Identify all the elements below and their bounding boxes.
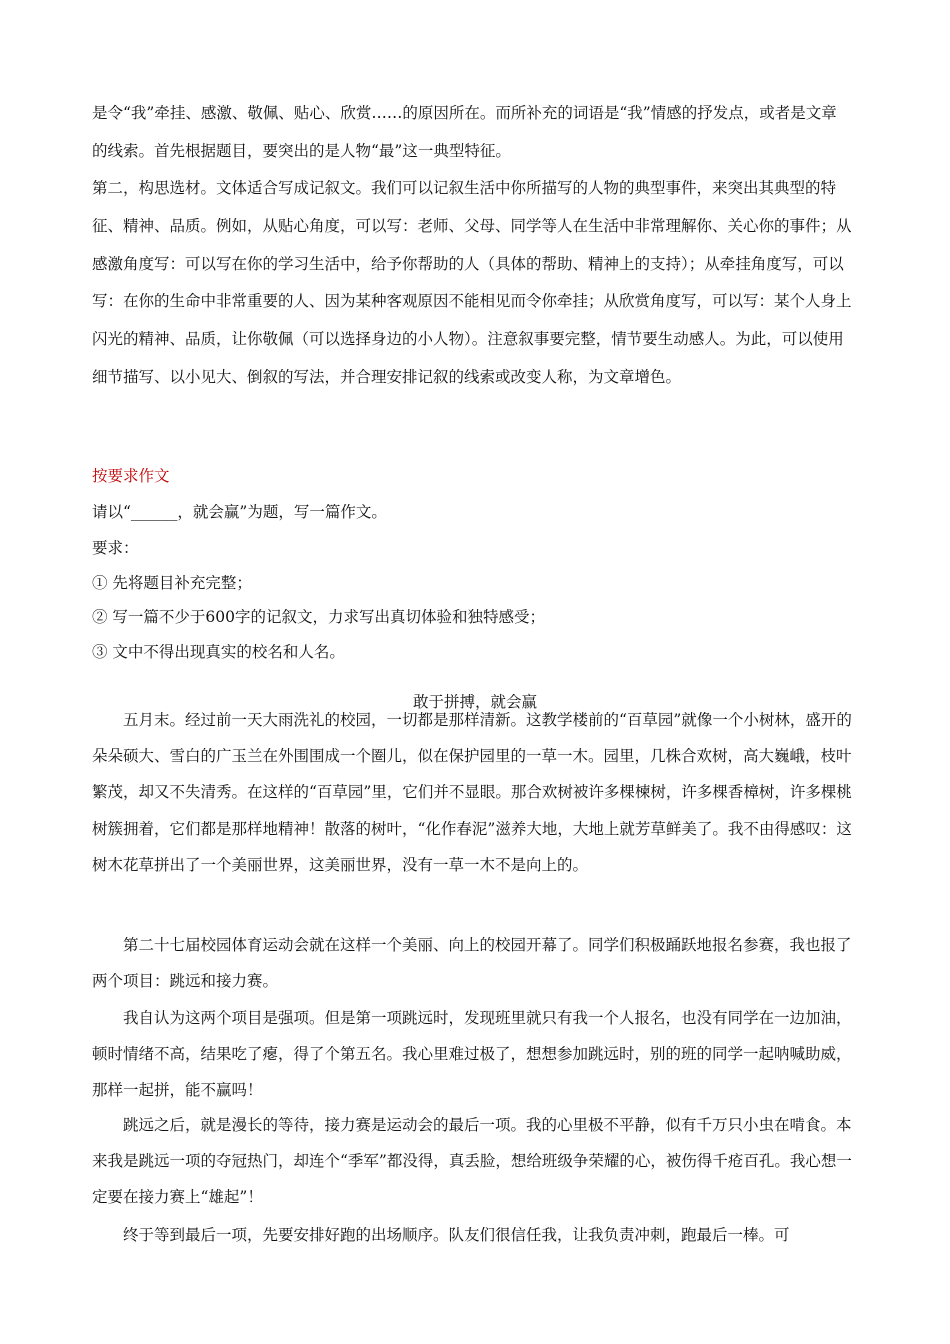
essay-paragraph-1: 五月末。经过前一天大雨洗礼的校园，一切都是那样清新。这教学楼前的“百草园”就像一个小树林，盛开的朵朵硕大、雪白的广玉兰在外围围成一个圈儿，似在保护园里的一草一木。园里，几株合欢树，高大巍峨，枝叶繁茂，却又不失清秀。在这样的“百草园”里，它们并不显眼。那合欢树被许多棵楝树，许多棵香樟树，许多棵桃树簇拥着，它们都是那样地精神！散落的树叶，“化作春泥”滋养大地，大地上就芳草鲜美了。我不由得感叹：这树木花草拼出了一个美丽世界，这美丽世界，没有一草一木不是向上的。: [92, 711, 852, 874]
essay-paragraph-4: 跳远之后，就是漫长的等待，接力赛是运动会的最后一项。我的心里极不平静，似有千万只小虫在啃食。本来我是跳远一项的夺冠热门，却连个“季军”都没得，真丢脸，想给班级争荣耀的心，被伤得千疮百孔。我心想一定要在接力赛上“雄起”！: [92, 1116, 852, 1207]
requirement-1: ① 先将题目补充完整；: [92, 574, 252, 592]
analysis-paragraph-1: 是令“我”牵挂、感激、敬佩、贴心、欣赏……的原因所在。而所补充的词语是“我”情感的抒发点，或者是文章的线索。首先根据题目，要突出的是人物“最”这一典型特征。: [92, 104, 837, 160]
analysis-paragraph-2: 第二，构思选材。文体适合写成记叙文。我们可以记叙生活中你所描写的人物的典型事件，来突出其典型的特征、精神、品质。例如，从贴心角度，可以写：老师、父母、同学等人在生活中非常理解你、关心你的事件；从感激角度写：可以写在你的学习生活中，给予你帮助的人（具体的帮助、精神上的支持）；从牵挂角度写，可以写：在你的生命中非常重要的人、因为某种客观原因不能相见而令你牵挂；从欣赏角度写，可以写：某个人身上闪光的精神、品质，让你敬佩（可以选择身边的小人物）。注意叙事要完整，情节要生动感人。为此，可以使用细节描写、以小见大、倒叙的写法，并合理安排记叙的线索或改变人称，为文章增色。: [92, 179, 852, 386]
requirement-3: ③ 文中不得出现真实的校名和人名。: [92, 643, 345, 661]
essay-paragraph-5: 终于等到最后一项，先要安排好跑的出场顺序。队友们很信任我，让我负责冲刺，跑最后一棒。可: [123, 1226, 790, 1244]
task-prompt: 请以“______，就会赢”为题，写一篇作文。: [92, 503, 387, 521]
essay-title: 敢于拼搏，就会赢: [412, 692, 537, 711]
essay-paragraph-2: 第二十七届校园体育运动会就在这样一个美丽、向上的校园开幕了。同学们积极踊跃地报名参赛，我也报了两个项目：跳远和接力赛。: [92, 936, 852, 991]
essay-paragraph-3: 我自认为这两个项目是强项。但是第一项跳远时，发现班里就只有我一个人报名，也没有同学在一边加油，顿时情绪不高，结果吃了瘪，得了个第五名。我心里难过极了，想想参加跳远时，别的班的同学一起呐喊助威，那样一起拼，能不赢吗！: [92, 1009, 852, 1100]
requirements-label: 要求：: [92, 539, 139, 557]
task-heading: 按要求作文: [92, 467, 170, 485]
requirement-2: ② 写一篇不少于600字的记叙文，力求写出真切体验和独特感受；: [92, 608, 546, 626]
